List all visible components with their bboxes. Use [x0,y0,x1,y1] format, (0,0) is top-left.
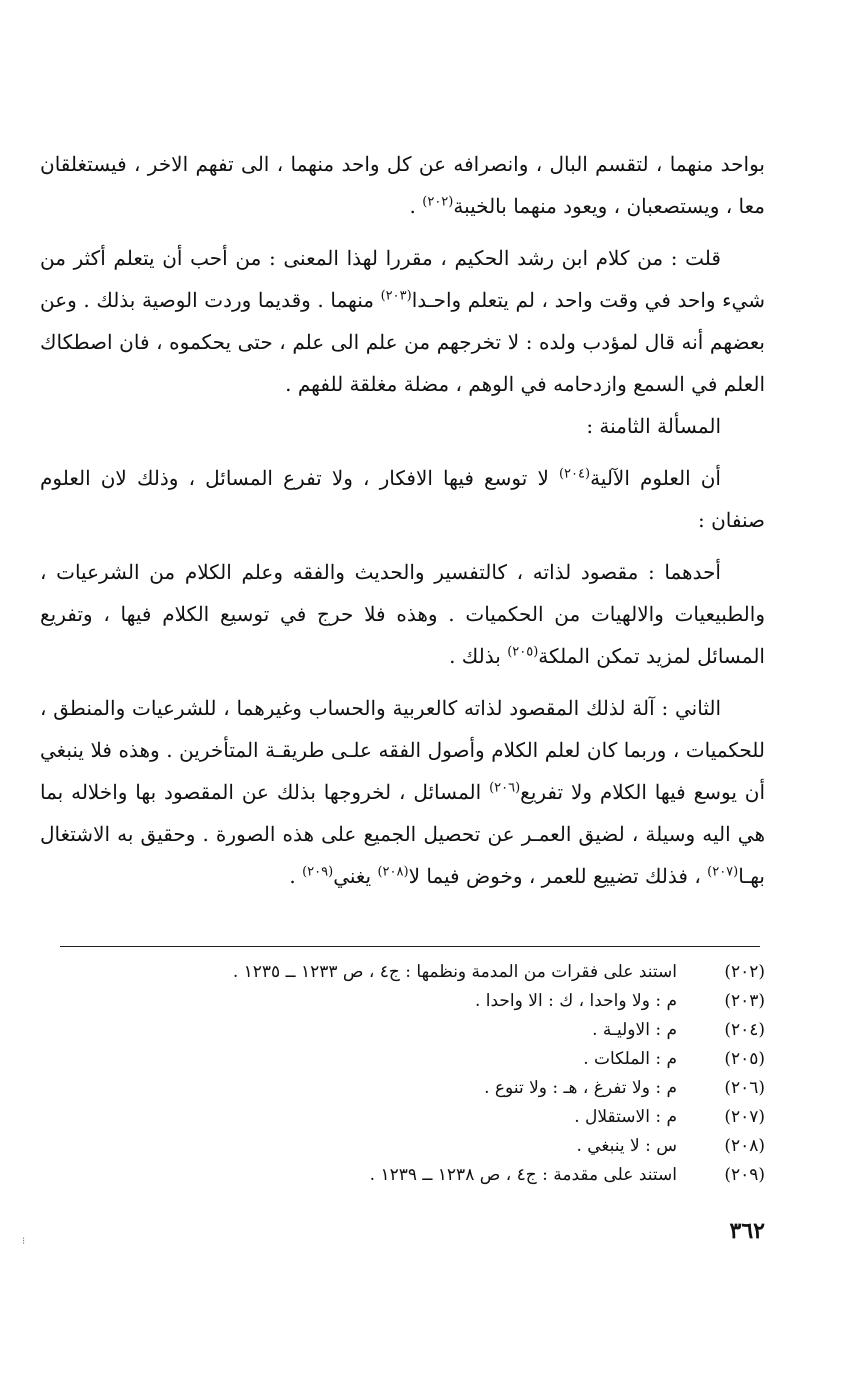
footnote-item [40,1074,765,1103]
footnote-number: (٢٠٣) [724,991,765,1011]
text-run: ، فذلك تضييع للعمر ، وخوض فيما لا [408,864,708,888]
text-run: أحدهما : مقصود لذاته ، كالتفسير والحديث والفقه وعلم الكلام من الشرعيات ، والطبيعيات والالهيات من الحكميات . وهذه فلا حرج في توسيع الكلام فيها ، وتفريع المسائل لمزيد تمكن الملكة [40,560,765,668]
footnote-item [40,1045,765,1074]
footnote-text: م : الملكات . [583,1049,677,1069]
footnote-text: استند على فقرات من المدمة ونظمها : ج٤ ، ص ١٢٣٣ ــ ١٢٣٥ . [232,962,677,982]
text-run: المسألة الثامنة : [586,414,721,438]
footnote-number: (٢٠٩) [724,1165,765,1185]
main-text [40,143,765,897]
footnote-marker: (٢٠٧) [707,864,739,880]
page-number: ٣٦٢ [729,1218,765,1244]
footnote-marker: (٢٠٥) [507,644,539,660]
footnote-text: م : ولا واحدا ، ك : الا واحدا . [474,991,677,1011]
footnote-marker: (٢٠٩) [302,864,334,880]
footnote-number: (٢٠٢) [724,962,765,982]
footnote-item [40,1161,765,1190]
footnote-item [40,958,765,987]
text-run: قلت : من كلام ابن رشد الحكيم ، مقررا لهذا المعنى : من أحب أن يتعلم أكثر من شيء واحد في وقت واحد ، لم يتعلم واحـدا [40,246,765,312]
footnote-marker: (٢٠٦) [489,780,521,796]
footnote-item [40,987,765,1016]
footnote-text: س : لا ينبغي . [576,1136,677,1156]
footnotes [40,958,765,1190]
paragraph-2 [40,237,765,405]
footnote-item [40,1016,765,1045]
text-run: أن العلوم الآلية [590,466,721,490]
scan-mark: ⁝ [22,1236,26,1247]
footnote-number: (٢٠٤) [724,1020,765,1040]
paragraph-3 [40,457,765,541]
text-run: . [409,194,423,218]
text-run: بواحد منهما ، لتقسم البال ، وانصرافه عن كل واحد منهما ، الى تفهم الاخر ، فيستغلقان معا ، ويستصعبان ، ويعود منهما بالخيبة [40,152,765,218]
footnote-marker: (٢٠٤) [558,466,591,482]
footnote-text: م : الاستقلال . [574,1107,677,1127]
text-run: . [289,864,303,888]
paragraph-5 [40,687,765,897]
footnote-text: م : ولا تفرغ ، هـ : ولا تنوع . [484,1078,677,1098]
footnote-marker: (٢٠٣) [380,288,412,304]
section-heading [40,405,765,447]
footnote-item [40,1103,765,1132]
book-page [40,0,765,1381]
footnote-text: استند على مقدمة : ج٤ ، ص ١٢٣٨ ــ ١٢٣٩ . [369,1165,677,1185]
footnote-number: (٢٠٥) [724,1049,765,1069]
footnote-divider [60,946,760,947]
text-run: الثاني : آلة لذلك المقصود لذاته كالعربية والحساب وغيرهما ، للشرعيات والمنطق ، للحكميات ، وربما كان لعلم الكلام وأصول الفقه علـى طريقـة المتأخرين . وهذه فلا ينبغي أن يوسع فيها الكلام ولا تفريع [40,696,765,804]
paragraph-1 [40,143,765,227]
footnote-text: م : الاوليـة . [592,1020,677,1040]
footnote-marker: (٢٠٨) [377,864,409,880]
footnote-marker: (٢٠٢) [422,194,454,210]
footnote-item [40,1132,765,1161]
footnote-number: (٢٠٧) [724,1107,765,1127]
paragraph-4 [40,551,765,677]
footnote-number: (٢٠٦) [724,1078,765,1098]
footnote-number: (٢٠٨) [724,1136,765,1156]
text-run: يغني [333,864,378,888]
text-run: لا توسع فيها الافكار ، ولا تفرع المسائل ، وذلك لان العلوم صنفان : [40,466,765,532]
text-run: منهما . وقديما وردت الوصية بذلك . وعن بعضهم أنه قال لمؤدب ولده : لا تخرجهم من علم الى علم ، حتى يحكموه ، فان اصطكاك العلم في السمع وازدحامه في الوهم ، مضلة مغلقة للفهم . [40,288,765,396]
text-run: بذلك . [449,644,508,668]
text-run: المسائل ، لخروجها بذلك عن المقصود بها واخلاله بما هي اليه وسيلة ، لضيق العمـر عن تحصيل الجميع على هذه الصورة . وحقيق به الاشتغال بهـا [40,780,765,888]
